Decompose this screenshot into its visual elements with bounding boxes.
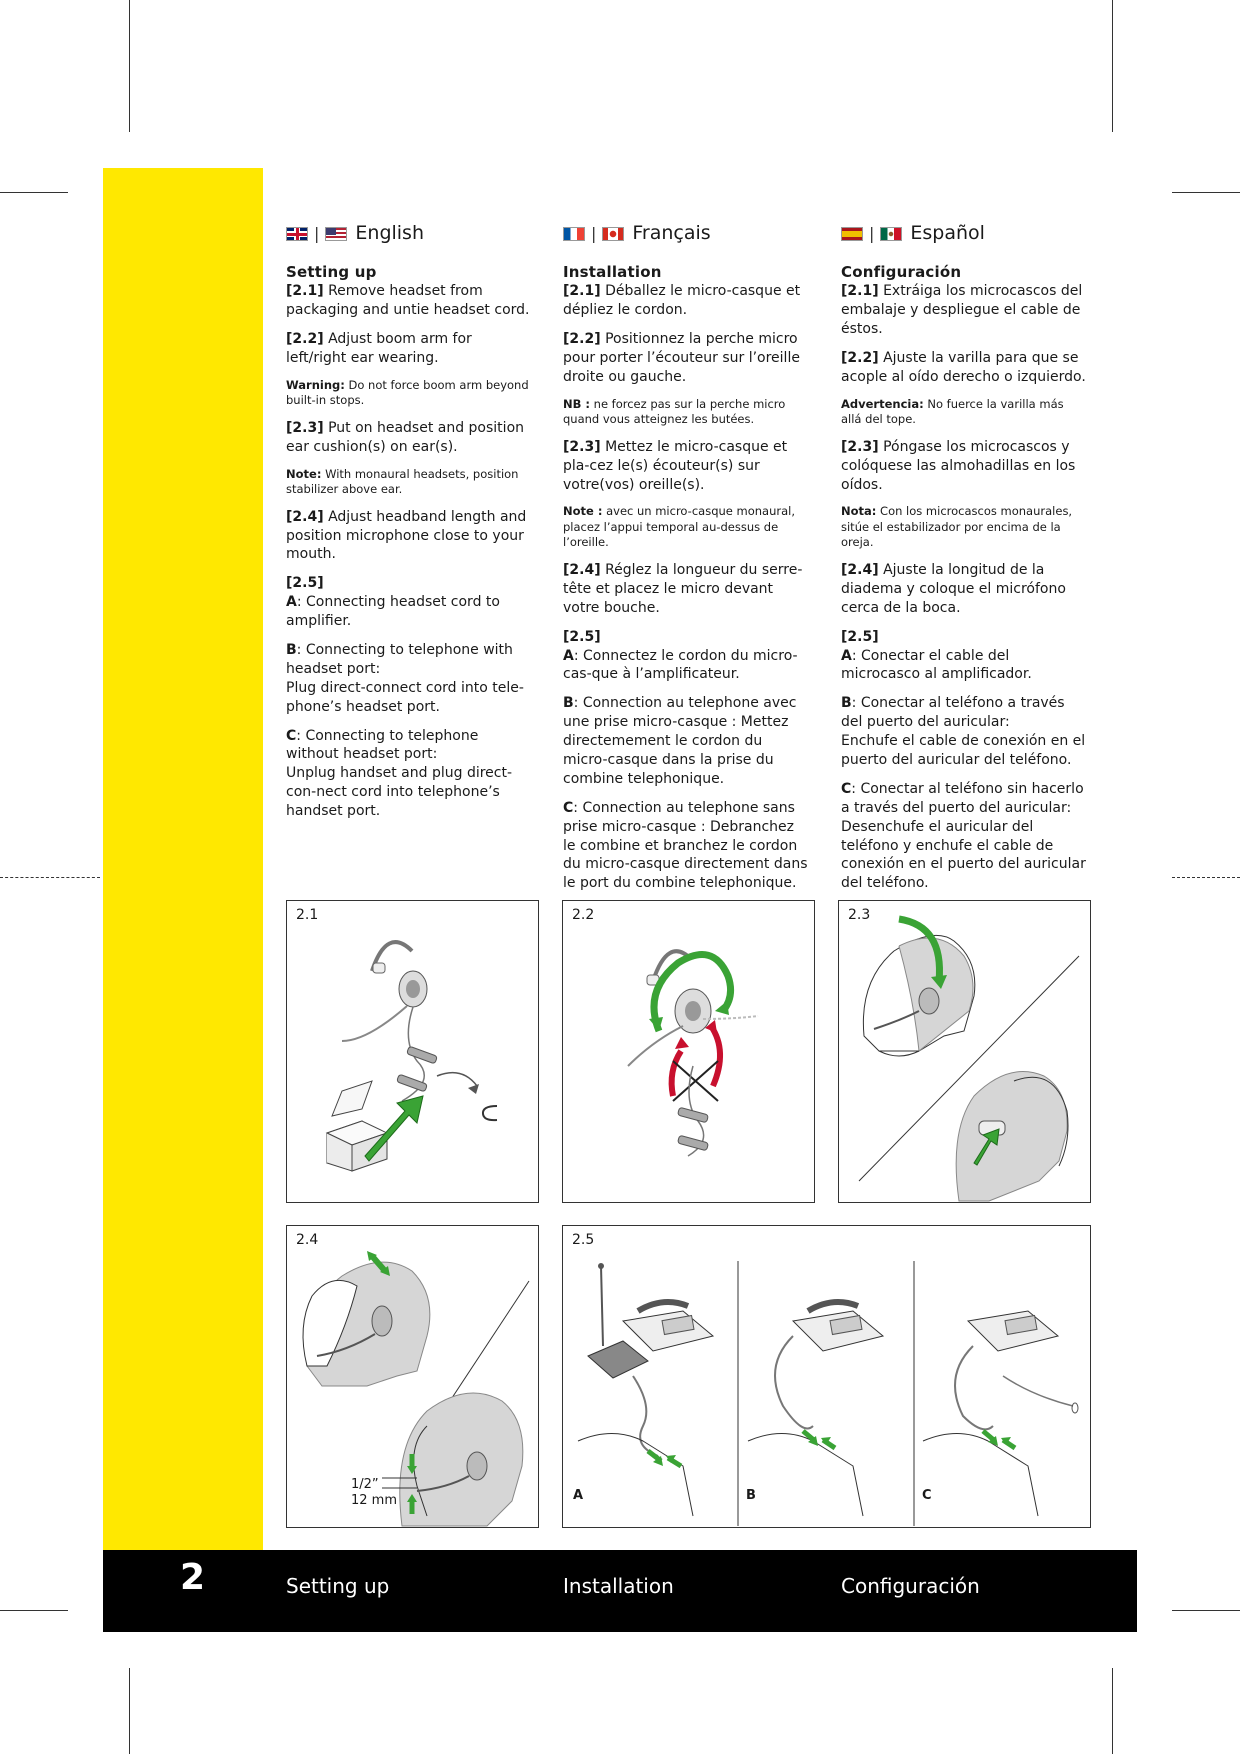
step-2-1: [2.1] Déballez le micro-casque et dépliez le cordon. xyxy=(563,283,801,319)
figure-2-2 xyxy=(562,900,815,1203)
crop-mark xyxy=(0,192,68,193)
footer-label-fr: Installation xyxy=(563,1574,674,1598)
figure-2-1 xyxy=(286,900,539,1203)
warning-text: Advertencia: No fuerce la varilla más allá del tope. xyxy=(841,396,1064,427)
france-flag-icon xyxy=(563,227,585,241)
crop-mark xyxy=(1112,1668,1113,1754)
step-2-3: [2.3] Póngase los microcascos y colóquese las almohadillas en los oídos. xyxy=(841,438,1076,493)
handset-port-setup-c xyxy=(923,1311,1078,1516)
warning-text: Warning: Do not force boom arm beyond built-in stops. xyxy=(286,377,529,408)
amplifier-setup-a xyxy=(578,1263,713,1516)
section-title: Configuración xyxy=(841,263,962,281)
step-2-5-c: C: Connecting to telephone without headset port: Unplug handset and plug direct-con-nect cord into telephone’s handset port. xyxy=(286,727,513,820)
step-2-5-b: B: Conectar al teléfono a través del puerto del auricular: Enchufe el cable de conexión en el puerto del auricular del teléfono. xyxy=(841,695,1086,768)
figure-2-3 xyxy=(838,900,1091,1203)
language-header: | Français xyxy=(563,222,809,246)
unpack-headset-illustration xyxy=(287,901,540,1204)
fold-mark xyxy=(0,877,100,879)
note-text: Note : avec un micro-casque monaural, placez l’appui temporal au-dessus de l’oreille. xyxy=(563,504,795,550)
side-color-band xyxy=(103,168,263,1550)
sub-figure-label-b: B xyxy=(746,1488,756,1503)
column-english xyxy=(286,222,532,831)
language-header: | Español xyxy=(841,222,1087,246)
step-2-5-a: A: Connecting headset cord to amplifier. xyxy=(286,594,500,630)
crop-mark xyxy=(129,1668,130,1754)
language-name: Español xyxy=(910,222,985,245)
warning-text: NB : ne forcez pas sur la perche micro quand vous atteignez les butées. xyxy=(563,396,786,427)
step-2-5-b: B: Connecting to telephone with headset port: Plug direct-connect cord into tele-phone’s headset port. xyxy=(286,642,524,715)
step-2-4: [2.4] Réglez la longueur du serre-tête et placez le micro devant votre bouche. xyxy=(563,561,803,616)
step-2-2: [2.2] Positionnez la perche micro pour porter l’écouteur sur l’oreille droite ou gauche. xyxy=(563,331,800,385)
step-2-3: [2.3] Mettez le micro-casque et pla-cez le(s) écouteur(s) sur votre(vos) oreille(s). xyxy=(563,438,788,493)
figure-2-5 xyxy=(562,1225,1091,1528)
measurement-label: 1/2” 12 mm xyxy=(351,1477,398,1508)
crop-mark xyxy=(1112,0,1113,132)
language-header: | English xyxy=(286,222,532,246)
adjust-boom-arm-illustration xyxy=(563,901,816,1204)
crop-mark xyxy=(1172,192,1240,193)
step-2-4: [2.4] Ajuste la longitud de la diadema y coloque el micrófono cerca de la boca. xyxy=(841,561,1066,616)
crop-mark xyxy=(0,1610,68,1611)
figure-label: 2.2 xyxy=(572,907,595,923)
step-2-2: [2.2] Ajuste la varilla para que se acople al oído derecho o izquierdo. xyxy=(841,349,1086,385)
footer-label-en: Setting up xyxy=(286,1574,390,1598)
note-text: Note: With monaural headsets, position stabilizer above ear. xyxy=(286,466,519,497)
uk-flag-icon xyxy=(286,227,308,241)
figure-label: 2.4 xyxy=(296,1232,319,1248)
step-2-3: [2.3] Put on headset and position ear cushion(s) on ear(s). xyxy=(286,419,525,455)
language-name: Français xyxy=(632,222,711,245)
figure-label: 2.3 xyxy=(848,907,871,923)
section-title: Installation xyxy=(563,263,662,281)
column-spanish xyxy=(841,222,1087,903)
language-name: English xyxy=(355,222,424,245)
spain-flag-icon xyxy=(841,227,863,241)
step-2-5: [2.5] xyxy=(563,628,601,645)
step-2-5-c: C: Connection au telephone sans prise micro-casque : Debranchez le combine et branchez le cordon du micro-casque directement dans le port du combine telephonique. xyxy=(563,799,808,892)
footer-label-es: Configuración xyxy=(841,1574,980,1598)
step-2-1: [2.1] Extráiga los microcascos del embalaje y despliegue el cable de éstos. xyxy=(841,283,1083,338)
step-2-5: [2.5] xyxy=(841,628,879,645)
sub-figure-label-a: A xyxy=(573,1488,584,1503)
mexico-flag-icon xyxy=(880,227,902,241)
column-french xyxy=(563,222,809,903)
us-flag-icon xyxy=(325,227,347,241)
note-text: Nota: Con los microcascos monaurales, sitúe el estabilizador por encima de la oreja. xyxy=(841,504,1073,550)
wear-headset-illustration xyxy=(839,901,1092,1204)
crop-mark xyxy=(1172,1610,1240,1611)
adjust-headband-illustration xyxy=(287,1226,540,1529)
crop-mark xyxy=(129,0,130,132)
connect-cord-illustration xyxy=(563,1226,1092,1529)
canada-flag-icon xyxy=(602,227,624,241)
figure-2-4 xyxy=(286,1225,539,1528)
step-2-4: [2.4] Adjust headband length and position microphone close to your mouth. xyxy=(286,508,527,563)
section-title: Setting up xyxy=(286,263,377,281)
page-number: 2 xyxy=(180,1557,206,1598)
figure-label: 2.1 xyxy=(296,907,319,923)
fold-mark xyxy=(1172,877,1240,879)
step-2-2: [2.2] Adjust boom arm for left/right ear wearing. xyxy=(286,331,472,366)
step-2-5-a: A: Conectar el cable del microcasco al amplificador. xyxy=(841,647,1032,683)
figure-label: 2.5 xyxy=(572,1232,595,1248)
headset-port-setup-b xyxy=(748,1302,883,1516)
sub-figure-label-c: C xyxy=(922,1488,932,1503)
step-2-1: [2.1] Remove headset from packaging and untie headset cord. xyxy=(286,283,530,319)
step-2-5-c: C: Conectar al teléfono sin hacerlo a través del puerto del auricular: Desenchufe el auricular del teléfono y enchufe el cable de conexión en el puerto del auricular del teléfono. xyxy=(841,780,1086,892)
step-2-5-a: A: Connectez le cordon du micro-cas-que à l’amplificateur. xyxy=(563,647,798,683)
step-2-5-b: B: Connection au telephone avec une prise micro-casque : Mettez directemement le cordon du micro-casque dans la prise du combine telephonique. xyxy=(563,695,797,787)
step-2-5: [2.5] xyxy=(286,575,324,592)
